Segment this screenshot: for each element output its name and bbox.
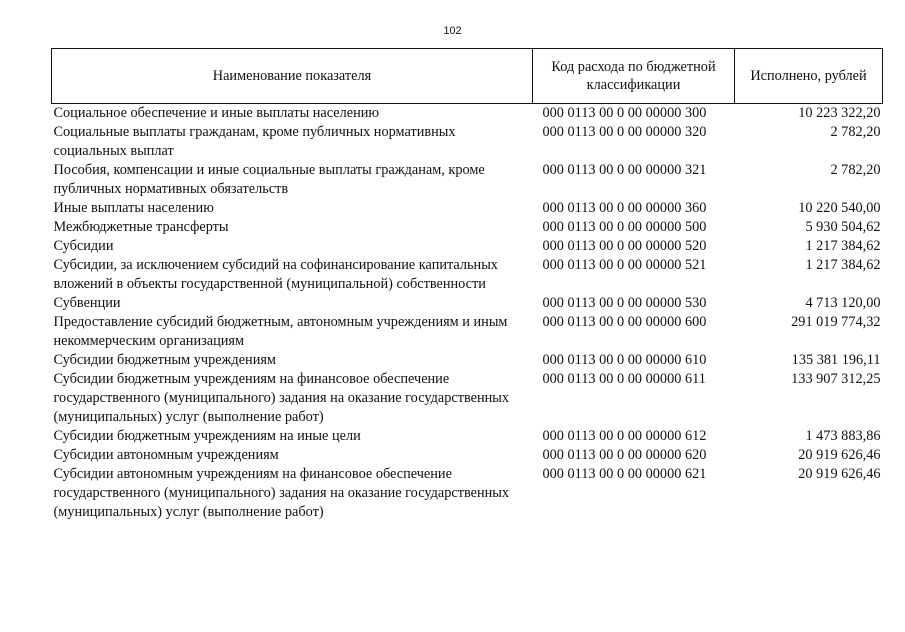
header-expense-code: Код расхода по бюджетной классификации: [533, 49, 735, 104]
expense-code: 000 0113 00 0 00 00000 600: [542, 314, 707, 330]
indicator-name: Субсидии: [53, 238, 114, 254]
executed-amount: 20 919 626,46: [798, 447, 881, 463]
indicator-name: Межбюджетные трансферты: [53, 219, 229, 235]
budget-execution-table: [51, 48, 883, 522]
expense-code: 000 0113 00 0 00 00000 612: [542, 428, 707, 444]
table-row: [52, 256, 883, 294]
indicator-name: Субсидии автономным учреждениям: [53, 447, 279, 463]
table-row: [52, 351, 883, 370]
expense-code: 000 0113 00 0 00 00000 530: [542, 295, 707, 311]
executed-amount: 135 381 196,11: [791, 352, 881, 368]
expense-code: 000 0113 00 0 00 00000 611: [542, 371, 706, 387]
executed-amount: 291 019 774,32: [791, 314, 881, 330]
table-row: [52, 218, 883, 237]
table-row: [52, 427, 883, 446]
indicator-name: Субсидии бюджетным учреждениям: [53, 352, 276, 368]
indicator-name: Социальные выплаты гражданам, кроме публичных нормативных социальных выплат: [53, 124, 456, 159]
expense-code: 000 0113 00 0 00 00000 521: [542, 257, 707, 273]
expense-code: 000 0113 00 0 00 00000 320: [542, 124, 707, 140]
expense-code: 000 0113 00 0 00 00000 321: [542, 162, 707, 178]
table-row: [52, 465, 883, 522]
table-row: [52, 294, 883, 313]
indicator-name: Субсидии бюджетным учреждениям на финансовое обеспечение государственного (муниципального) задания на оказание государственных (муниципальных) услуг (выполнение работ): [53, 371, 510, 425]
expense-code: 000 0113 00 0 00 00000 300: [542, 105, 707, 121]
table-row: [52, 237, 883, 256]
header-indicator-name: Наименование показателя: [52, 49, 533, 104]
table-row: [52, 446, 883, 465]
indicator-name: Иные выплаты населению: [53, 200, 214, 216]
indicator-name: Субсидии бюджетным учреждениям на иные цели: [53, 428, 361, 444]
indicator-name: Пособия, компенсации и иные социальные выплаты гражданам, кроме публичных нормативных обязательств: [53, 162, 485, 197]
table-row: [52, 161, 883, 199]
indicator-name: Субвенции: [53, 295, 121, 311]
expense-code: 000 0113 00 0 00 00000 500: [542, 219, 707, 235]
executed-amount: 1 473 883,86: [805, 428, 881, 444]
executed-amount: 1 217 384,62: [805, 257, 881, 273]
indicator-name: Субсидии, за исключением субсидий на софинансирование капитальных вложений в объекты государственной (муниципальной) собственности: [53, 257, 498, 292]
table-row: [52, 199, 883, 218]
executed-amount: 2 782,20: [830, 124, 881, 140]
indicator-name: Социальное обеспечение и иные выплаты населению: [53, 105, 380, 121]
header-executed-amount: Исполнено, рублей: [735, 49, 883, 104]
table-header-row: [52, 49, 883, 104]
expense-code: 000 0113 00 0 00 00000 360: [542, 200, 707, 216]
page-number: 102: [443, 25, 462, 37]
table-row: [52, 104, 883, 124]
table-row: [52, 123, 883, 161]
executed-amount: 10 220 540,00: [798, 200, 881, 216]
executed-amount: 2 782,20: [830, 162, 881, 178]
expense-code: 000 0113 00 0 00 00000 620: [542, 447, 707, 463]
executed-amount: 4 713 120,00: [805, 295, 881, 311]
expense-code: 000 0113 00 0 00 00000 610: [542, 352, 707, 368]
expense-code: 000 0113 00 0 00 00000 520: [542, 238, 707, 254]
expense-code: 000 0113 00 0 00 00000 621: [542, 466, 707, 482]
executed-amount: 5 930 504,62: [805, 219, 881, 235]
table-row: [52, 313, 883, 351]
indicator-name: Предоставление субсидий бюджетным, автономным учреждениям и иным некоммерческим организациям: [53, 314, 508, 349]
executed-amount: 10 223 322,20: [798, 105, 881, 121]
executed-amount: 20 919 626,46: [798, 466, 881, 482]
indicator-name: Субсидии автономным учреждениям на финансовое обеспечение государственного (муниципального) задания на оказание государственных (муниципальных) услуг (выполнение работ): [53, 466, 510, 520]
table-row: [52, 370, 883, 427]
executed-amount: 1 217 384,62: [805, 238, 881, 254]
executed-amount: 133 907 312,25: [791, 371, 881, 387]
